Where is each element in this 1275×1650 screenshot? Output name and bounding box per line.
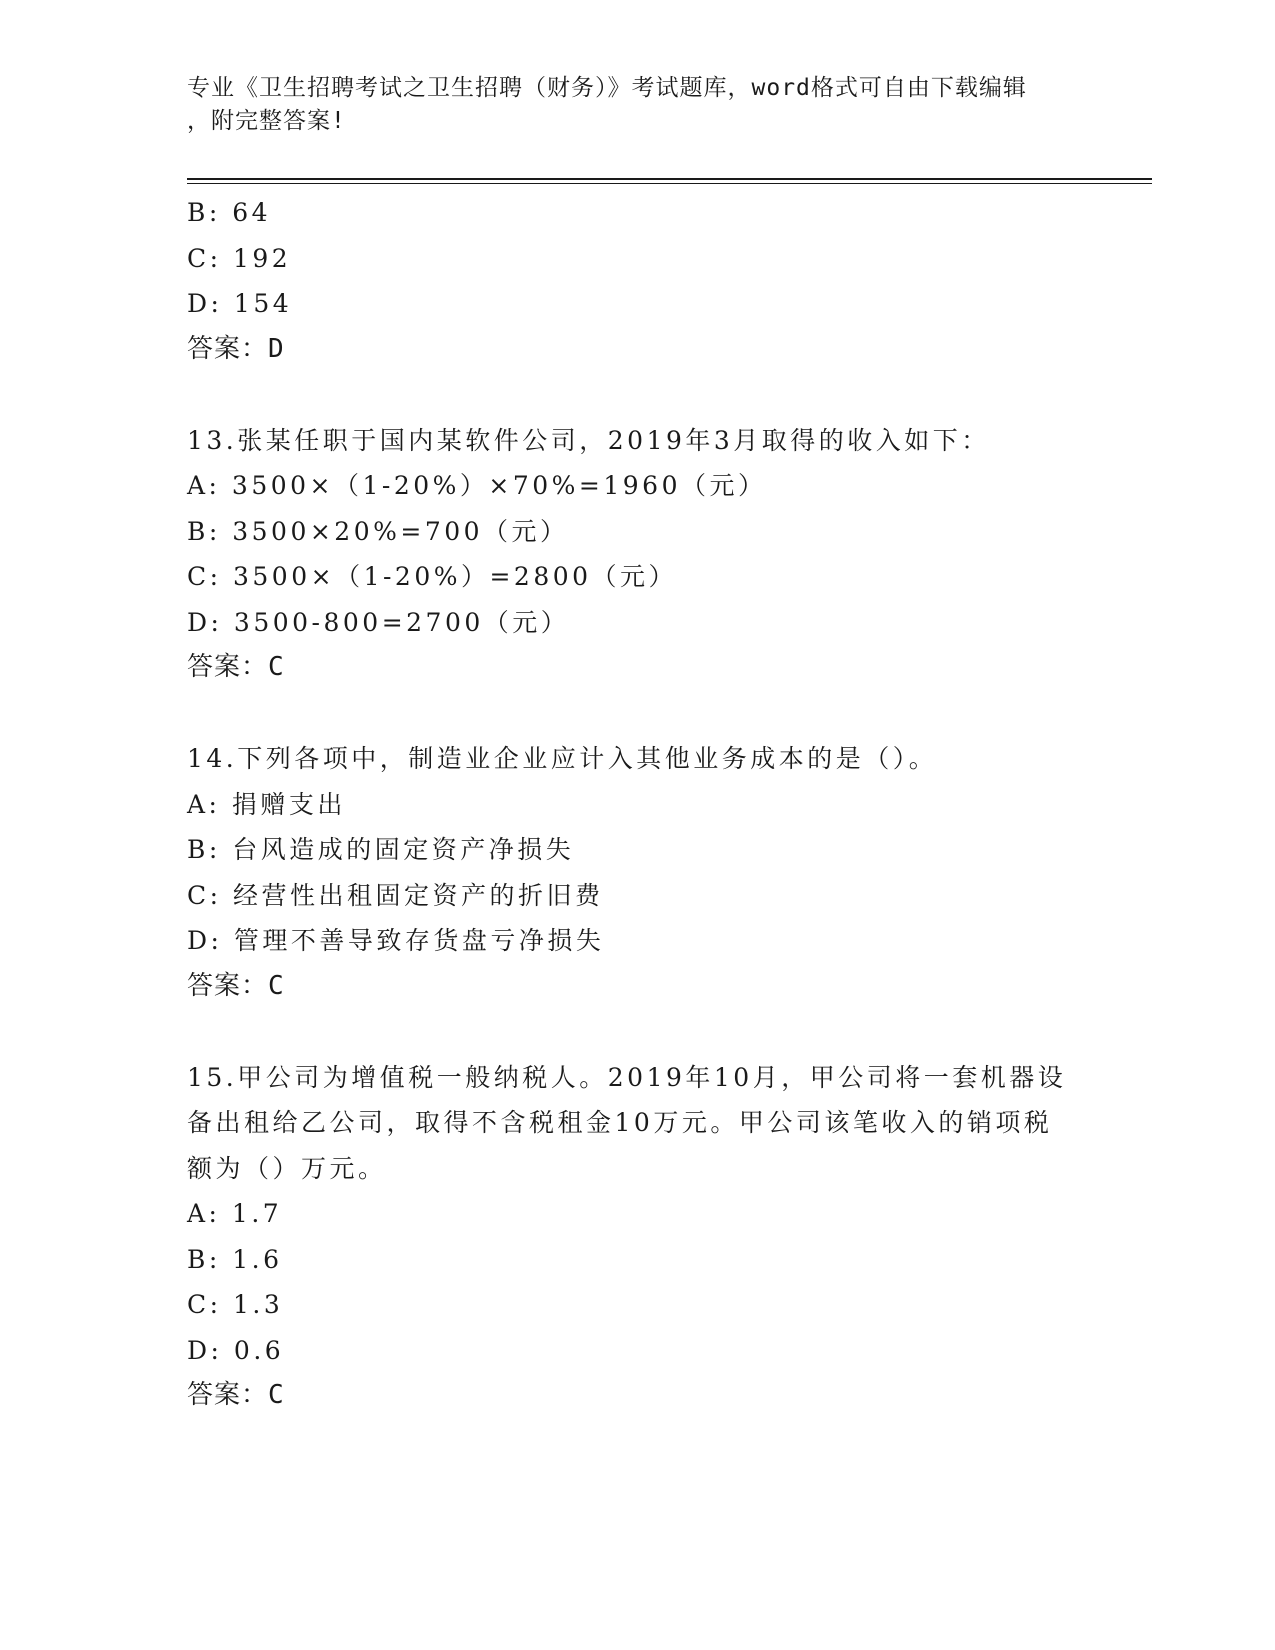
q13-option-a: A: 3500×（1-20%）×70%=1960（元） xyxy=(187,471,767,500)
header-divider-thin xyxy=(187,183,1152,184)
q15-option-c: C: 1.3 xyxy=(187,1290,284,1319)
q14-option-a: A: 捐赠支出 xyxy=(187,789,346,819)
spacer xyxy=(187,372,1087,418)
q13-option-d: D: 3500-800=2700（元） xyxy=(187,607,570,637)
q14-answer: 答案：C xyxy=(187,970,285,1001)
q13-option-c: C: 3500×（1-20%）=2800（元） xyxy=(187,562,678,591)
q15-option-d: D: 0.6 xyxy=(187,1335,285,1365)
question-15 xyxy=(187,1055,1087,1419)
q12-option-c: C: 192 xyxy=(187,243,292,273)
spacer xyxy=(187,1009,1087,1055)
spacer xyxy=(187,691,1087,737)
question-list xyxy=(187,190,1087,1419)
q14-option-d: D: 管理不善导致存货盘亏净损失 xyxy=(187,926,605,955)
header-title-line1: 专业《卫生招聘考试之卫生招聘（财务）》考试题库，word格式可自由下载编辑 xyxy=(187,75,1027,101)
q15-stem-line1: 15.甲公司为增值税一般纳税人。2019年10月，甲公司将一套机器设 xyxy=(187,1062,1067,1092)
q15-answer: 答案：C xyxy=(187,1380,285,1410)
q14-option-c: C: 经营性出租固定资产的折旧费 xyxy=(187,880,604,910)
q13-answer: 答案：C xyxy=(187,652,285,682)
q15-stem-line3: 额为（）万元。 xyxy=(187,1153,387,1183)
q12-answer: 答案：D xyxy=(187,333,285,364)
q14-stem: 14.下列各项中，制造业企业应计入其他业务成本的是（）。 xyxy=(187,744,938,773)
question-14 xyxy=(187,736,1087,1009)
q12-option-b: B: 64 xyxy=(187,198,272,227)
q15-option-a: A: 1.7 xyxy=(187,1199,283,1228)
header-divider-thick xyxy=(187,178,1152,180)
question-12 xyxy=(187,190,1087,372)
question-13 xyxy=(187,418,1087,691)
q15-option-b: B: 1.6 xyxy=(187,1244,283,1274)
q12-option-d: D: 154 xyxy=(187,289,293,318)
q13-option-b: B: 3500×20%=700（元） xyxy=(187,516,569,546)
header-title-line2: ，附完整答案! xyxy=(187,108,346,134)
q15-stem-line2: 备出租给乙公司，取得不含税租金10万元。甲公司该笔收入的销项税 xyxy=(187,1108,1053,1137)
document-header xyxy=(187,72,1067,138)
q14-option-b: B: 台风造成的固定资产净损失 xyxy=(187,835,575,864)
q13-stem: 13.张某任职于国内某软件公司，2019年3月取得的收入如下： xyxy=(187,425,990,455)
